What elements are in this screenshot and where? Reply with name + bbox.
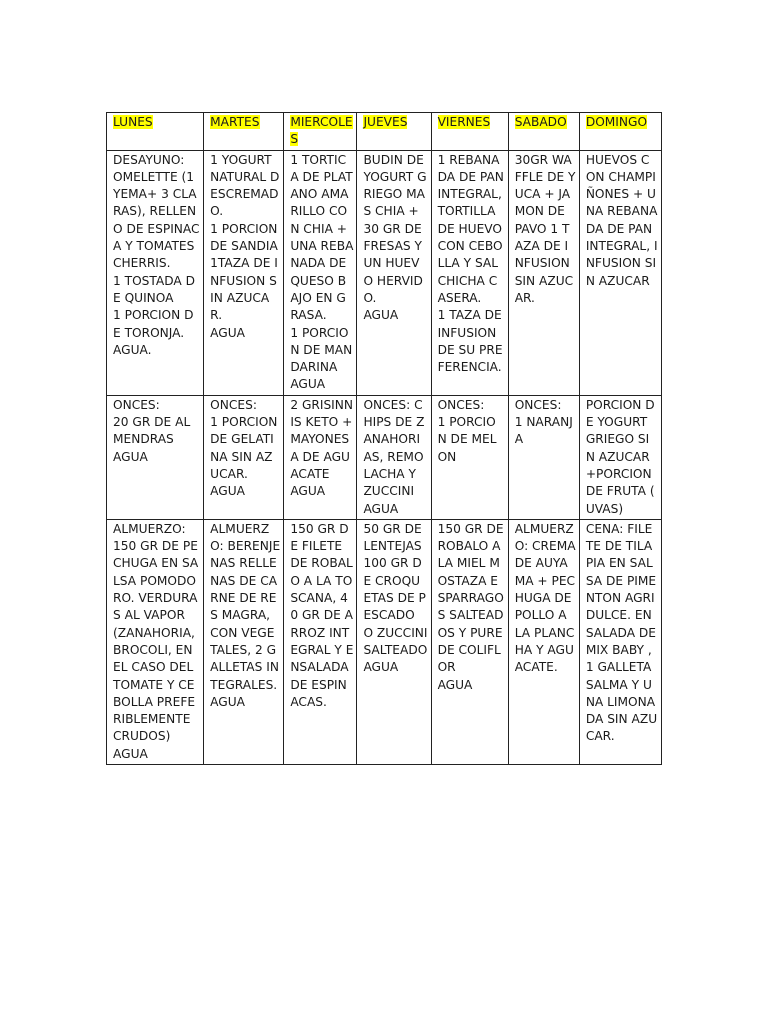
meal-cell-viernes [431, 395, 508, 519]
header-label: MIERCOLES [290, 115, 353, 147]
meal-text: AGUA [210, 325, 245, 340]
header-label: JUEVES [363, 115, 408, 129]
meal-text: AGUA [363, 308, 399, 323]
meal-text: 1 PORCION DE MELON [437, 415, 497, 464]
header-label: LUNES [113, 115, 153, 129]
meal-cell-martes [204, 395, 284, 519]
meal-cell-lunes [107, 519, 204, 764]
header-cell-lunes [107, 113, 204, 151]
header-cell-martes [204, 113, 284, 151]
meal-text: 1 PORCION DE TORONJA. [113, 308, 194, 340]
meal-text: ONCES: [437, 397, 485, 412]
header-row [107, 113, 662, 151]
meal-text: 50 GR DE LENTEJAS 100 GR DE CROQUETAS DE PESCADO O ZUCCINI SALTEADO [363, 521, 428, 657]
header-label: MARTES [210, 115, 260, 129]
meal-cell-sabado [508, 519, 579, 764]
meal-cell-jueves [357, 519, 431, 764]
meal-text: AGUA [113, 449, 148, 464]
meal-cell-domingo [579, 395, 661, 519]
lunch-row [107, 519, 662, 764]
meal-text: 150 GR DE FILETE DE ROBALO A LA TOSCANA, 40 GR DE ARROZ INTEGRAL Y ENSALADA DE ESPINACAS. [290, 521, 354, 709]
meal-cell-martes [204, 519, 284, 764]
meal-text: AGUA [113, 746, 148, 761]
breakfast-row [107, 150, 662, 395]
meal-text: PORCION DE YOGURT GRIEGO SIN AZUCAR +PORCION DE FRUTA ( UVAS) [585, 397, 655, 516]
meal-text: 1 YOGURT NATURAL DESCREMADO. [210, 152, 280, 219]
meal-text: 150 GR DE PECHUGA EN SALSA POMODORO. VERDURAS AL VAPOR (ZANAHORIA, BROCOLI, EN EL CASO DEL TOMATE Y CEBOLLA PREFERIBLEMENTE CRUDOS) [113, 539, 199, 744]
meal-cell-viernes [431, 150, 508, 395]
meal-cell-viernes [431, 519, 508, 764]
meal-text: AGUA [437, 677, 473, 692]
meal-text: DESAYUNO: [113, 152, 185, 167]
meal-cell-jueves [357, 150, 431, 395]
meal-cell-domingo [579, 150, 661, 395]
snack-row [107, 395, 662, 519]
meal-text: AGUA [290, 484, 326, 499]
meal-cell-miercoles [284, 150, 357, 395]
meal-text: ALMUERZO: BERENJENAS RELLENAS DE CARNE DE RES MAGRA, CON VEGETALES, 2 GALLETAS INTEGRALES. [210, 521, 281, 692]
meal-text: AGUA [210, 694, 245, 709]
weekly-meal-table [106, 112, 662, 765]
meal-text: AGUA [363, 660, 399, 675]
meal-text: 150 GR DE ROBALO A LA MIEL MOSTAZA ESPARRAGOS SALTEADOS Y PURE DE COLIFLOR [437, 521, 504, 675]
meal-text: 2 GRISINNIS KETO +MAYONESA DE AGUACATE [290, 397, 354, 481]
meal-text: ONCES: [210, 397, 257, 412]
header-cell-viernes [431, 113, 508, 151]
header-cell-jueves [357, 113, 431, 151]
header-cell-sabado [508, 113, 579, 151]
meal-cell-sabado [508, 395, 579, 519]
meal-text: CENA: FILETE DE TILAPIA EN SALSA DE PIMENTON AGRIDULCE. ENSALADA DE MIX BABY , 1 GALLETA SALMA Y UNA LIMONADA SIN AZUCAR. [585, 521, 658, 744]
meal-text: ONCES: [113, 397, 160, 412]
meal-cell-miercoles [284, 519, 357, 764]
meal-text: 1 PORCION DE SANDIA [210, 221, 278, 254]
meal-text: 20 GR DE ALMENDRAS [113, 415, 191, 447]
meal-text: 1 TAZA DE INFUSION DE SU PREFERENCIA. [437, 308, 503, 375]
meal-cell-martes [204, 150, 284, 395]
meal-text: OMELETTE (1 YEMA+ 3 CLARAS), RELLENO DE ESPINACA Y TOMATES CHERRIS. [113, 169, 200, 271]
meal-text: ONCES: CHIPS DE ZANAHORIAS, REMOLACHA Y ZUCCINI [363, 397, 425, 499]
meal-cell-lunes [107, 150, 204, 395]
meal-text: 30GR WAFFLE DE YUCA + JAMON DE PAVO 1 TAZA DE INFUSION SIN AZUCAR. [514, 152, 576, 305]
meal-text: ALMUERZO: [113, 521, 186, 536]
header-cell-miercoles [284, 113, 357, 151]
header-label: SABADO [514, 115, 567, 129]
header-label: DOMINGO [585, 115, 648, 129]
meal-text: AGUA. [113, 342, 152, 357]
meal-cell-domingo [579, 519, 661, 764]
meal-text: HUEVOS CON CHAMPIÑONES + UNA REBANADA DE PAN INTEGRAL, INFUSION SIN AZUCAR [585, 152, 658, 288]
header-cell-domingo [579, 113, 661, 151]
meal-text: 1 PORCION DE MANDARINA [290, 325, 353, 375]
meal-cell-miercoles [284, 395, 357, 519]
meal-cell-jueves [357, 395, 431, 519]
meal-text: ONCES: [514, 397, 562, 412]
meal-text: ALMUERZO: CREMA DE AUYAMA + PECHUGA DE POLLO A LA PLANCHA Y AGUACATE. [514, 521, 576, 675]
meal-text: 1 REBANADA DE PAN INTEGRAL, TORTILLA DE HUEVO CON CEBOLLA Y SALCHICHA CASERA. [437, 152, 504, 305]
meal-text: 1TAZA DE INFUSION SIN AZUCAR. [210, 256, 278, 323]
meal-text: 1 NARANJA [514, 415, 573, 447]
meal-text: 1 PORCION DE GELATINA SIN AZUCAR. [210, 415, 278, 481]
meal-text: AGUA [210, 484, 245, 499]
meal-text: AGUA [290, 377, 326, 392]
meal-text: 1 TORTICA DE PLATANO AMARILLO CON CHIA + UNA REBANADA DE QUESO BAJO EN GRASA. [290, 152, 354, 323]
meal-cell-lunes [107, 395, 204, 519]
meal-text: AGUA [363, 501, 399, 516]
meal-text: BUDIN DE YOGURT GRIEGO MAS CHIA + 30 GR DE FRESAS Y UN HUEVO HERVIDO. [363, 152, 427, 305]
meal-text: 1 TOSTADA DE QUINOA [113, 273, 196, 305]
meal-cell-sabado [508, 150, 579, 395]
header-label: VIERNES [437, 115, 491, 129]
